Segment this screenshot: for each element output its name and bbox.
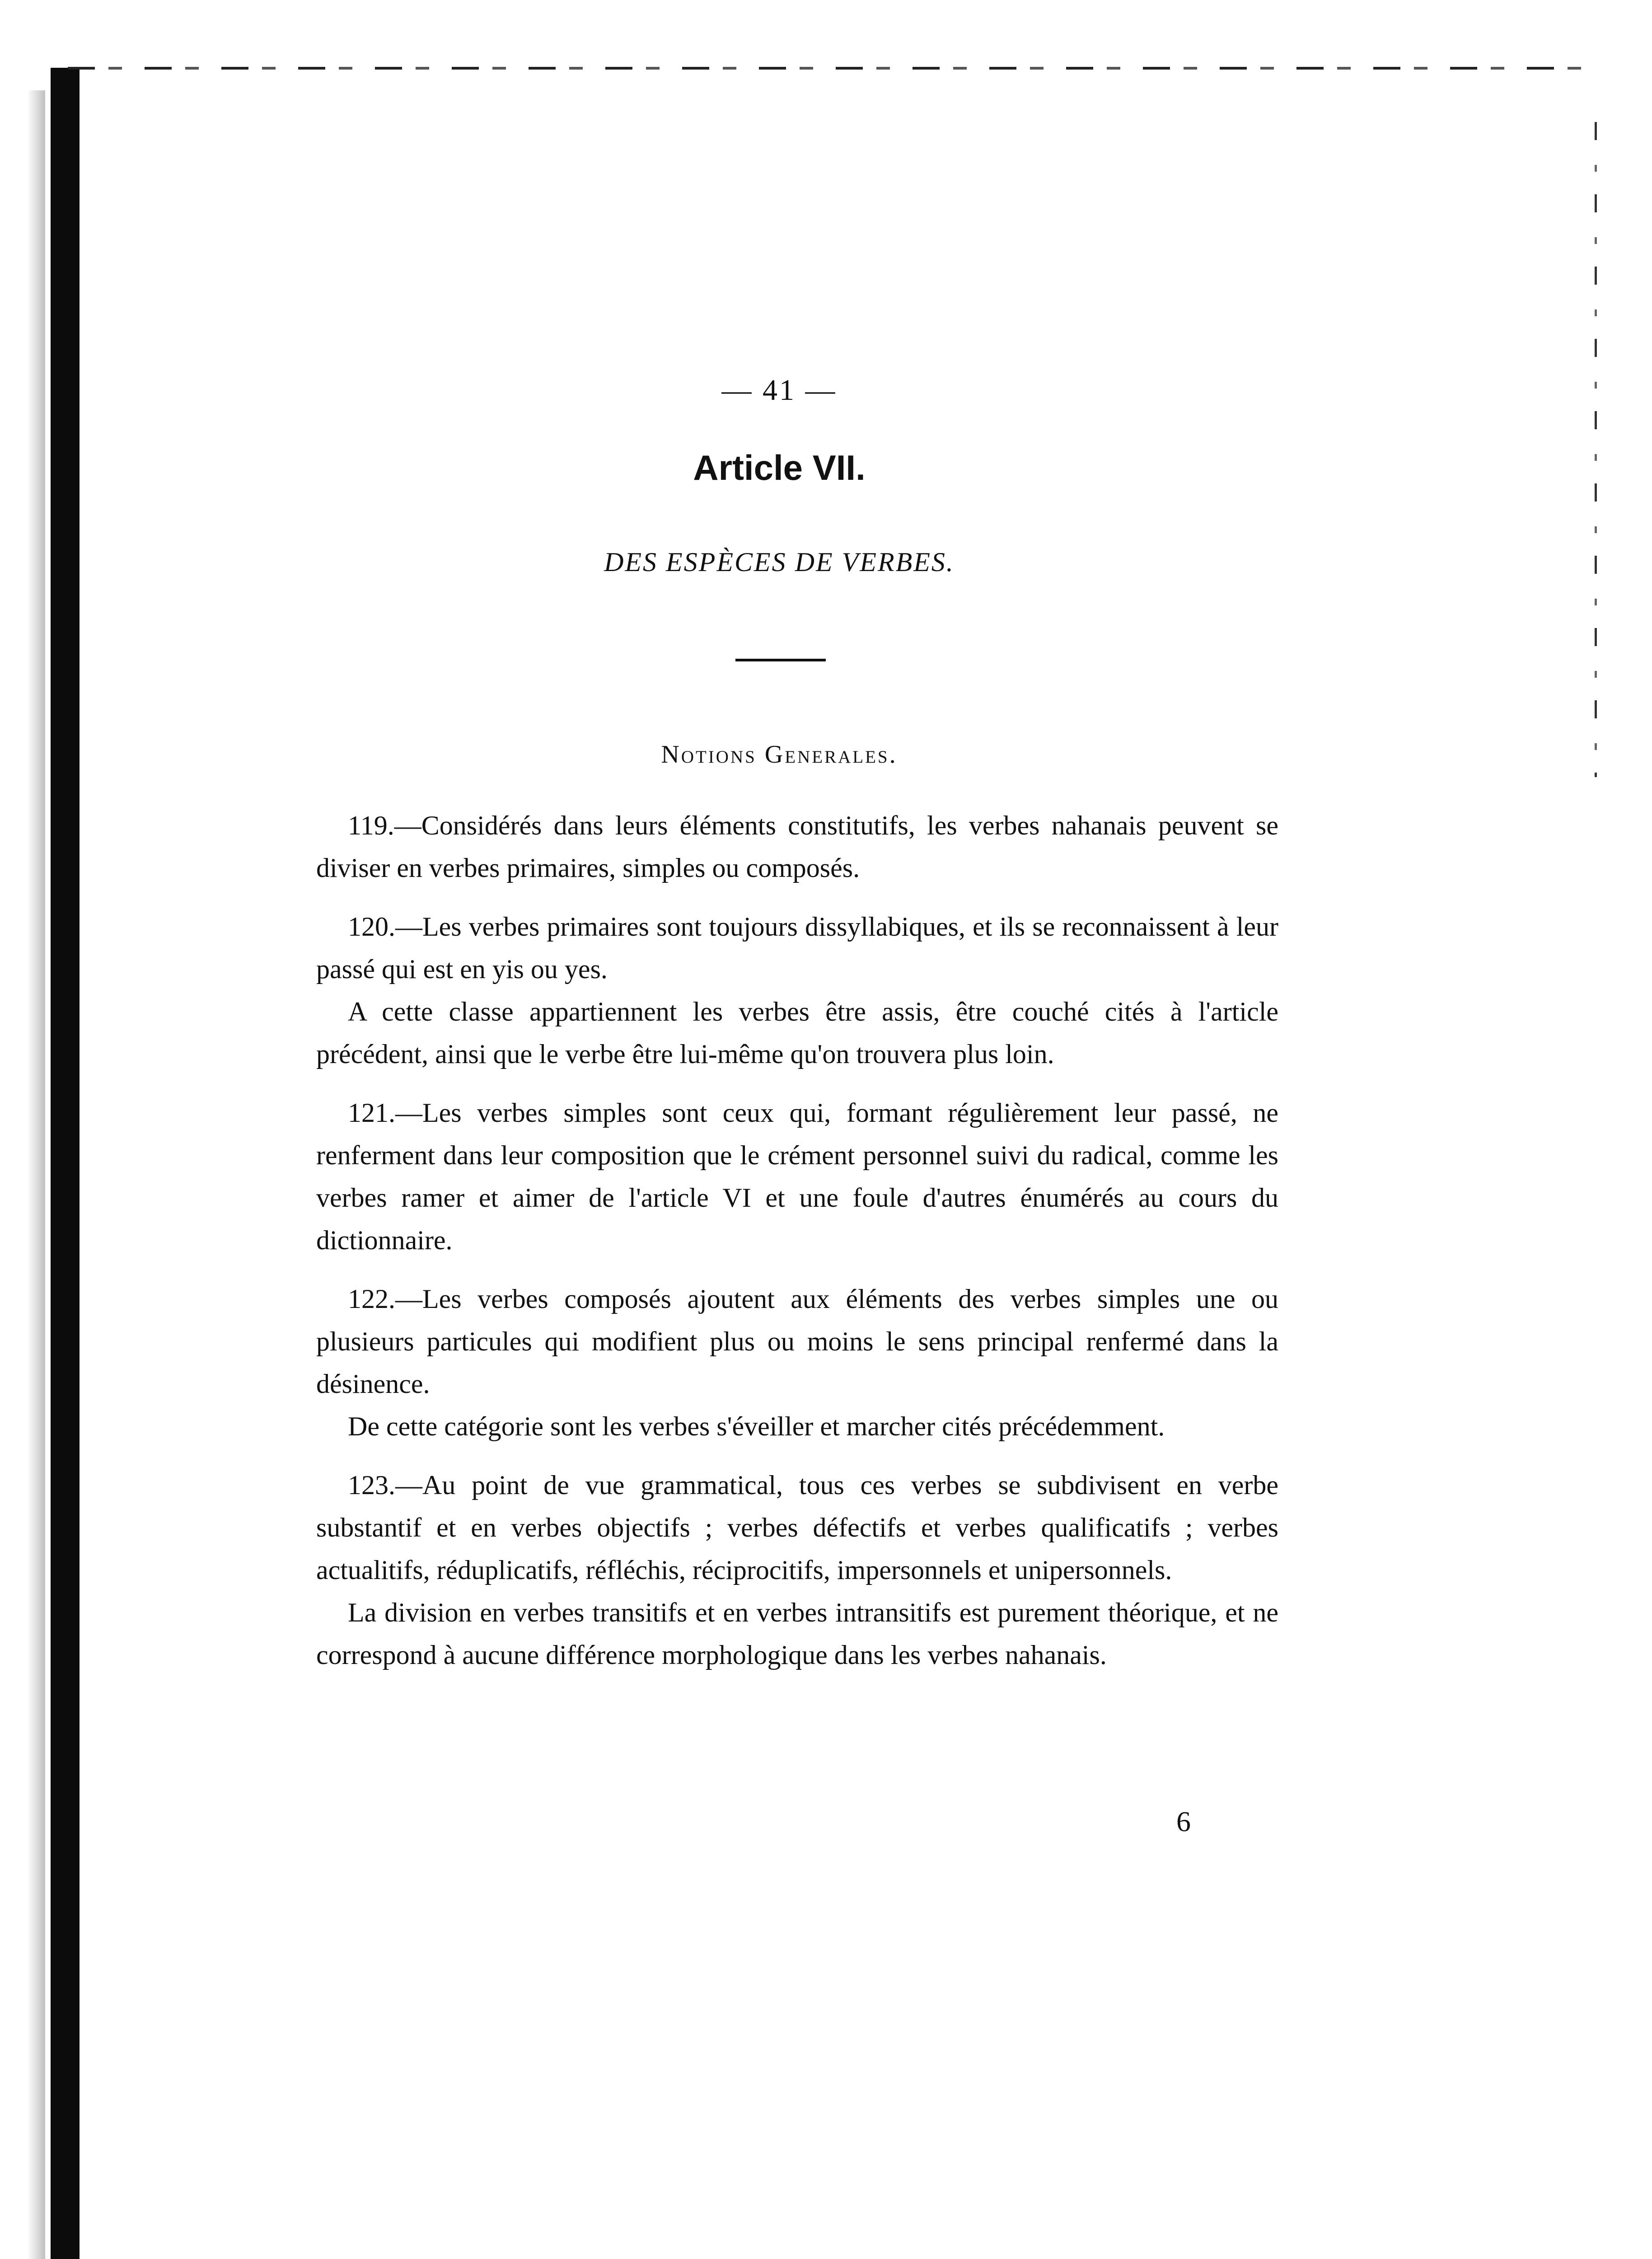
paragraph-120-continued: A cette classe appartiennent les verbes être assis, être couché cités à l'article précédent, ainsi que le verbe être lui-même qu'on trouvera plus loin. <box>316 997 1278 1069</box>
signature-mark: 6 <box>1176 1805 1191 1837</box>
title-rule <box>735 659 826 661</box>
paragraph-123-continued: La division en verbes transitifs et en verbes intransitifs est purement théorique, et ne correspond à aucune différence morphologique dans les verbes nahanais. <box>316 1598 1278 1670</box>
top-scan-edge <box>68 67 1581 70</box>
page-number: — 41 — <box>721 374 837 407</box>
article-title: Article VII. <box>693 448 866 487</box>
paragraph-119: 119.—Considérés dans leurs éléments constitutifs, les verbes nahanais peuvent se diviser en verbes primaires, simples ou composés. <box>316 811 1278 883</box>
paragraph-122-continued: De cette catégorie sont les verbes s'éveiller et marcher cités précédemment. <box>348 1411 1165 1441</box>
body-text <box>316 804 1278 1692</box>
paragraph-120: 120.—Les verbes primaires sont toujours dissyllabiques, et ils se reconnaissent à leur passé qui est en yis ou yes. <box>316 912 1278 984</box>
paragraph-121: 121.—Les verbes simples sont ceux qui, formant régulièrement leur passé, ne renferment dans leur composition que le crément personnel suivi du radical, comme les verbes ramer et aimer de l'article VI et une foule d'autres énumérés au cours du dictionnaire. <box>316 1098 1278 1255</box>
binding-shadow <box>27 90 45 2259</box>
right-scan-edge <box>1595 122 1597 777</box>
paragraph-123: 123.—Au point de vue grammatical, tous ces verbes se subdivisent en verbe substantif et en verbes objectifs ; verbes défectifs et verbes qualificatifs ; verbes actualitifs, réduplicatifs, réfléchis, réciprocitifs, impersonnels et unipersonnels. <box>316 1470 1278 1585</box>
page-binding-edge <box>51 68 80 2259</box>
subheading: Notions Generales. <box>661 741 898 769</box>
paragraph-122: 122.—Les verbes composés ajoutent aux éléments des verbes simples une ou plusieurs particules qui modifient plus ou moins le sens principal renfermé dans la désinence. <box>316 1284 1278 1399</box>
section-title: DES ESPÈCES DE VERBES. <box>604 547 955 577</box>
